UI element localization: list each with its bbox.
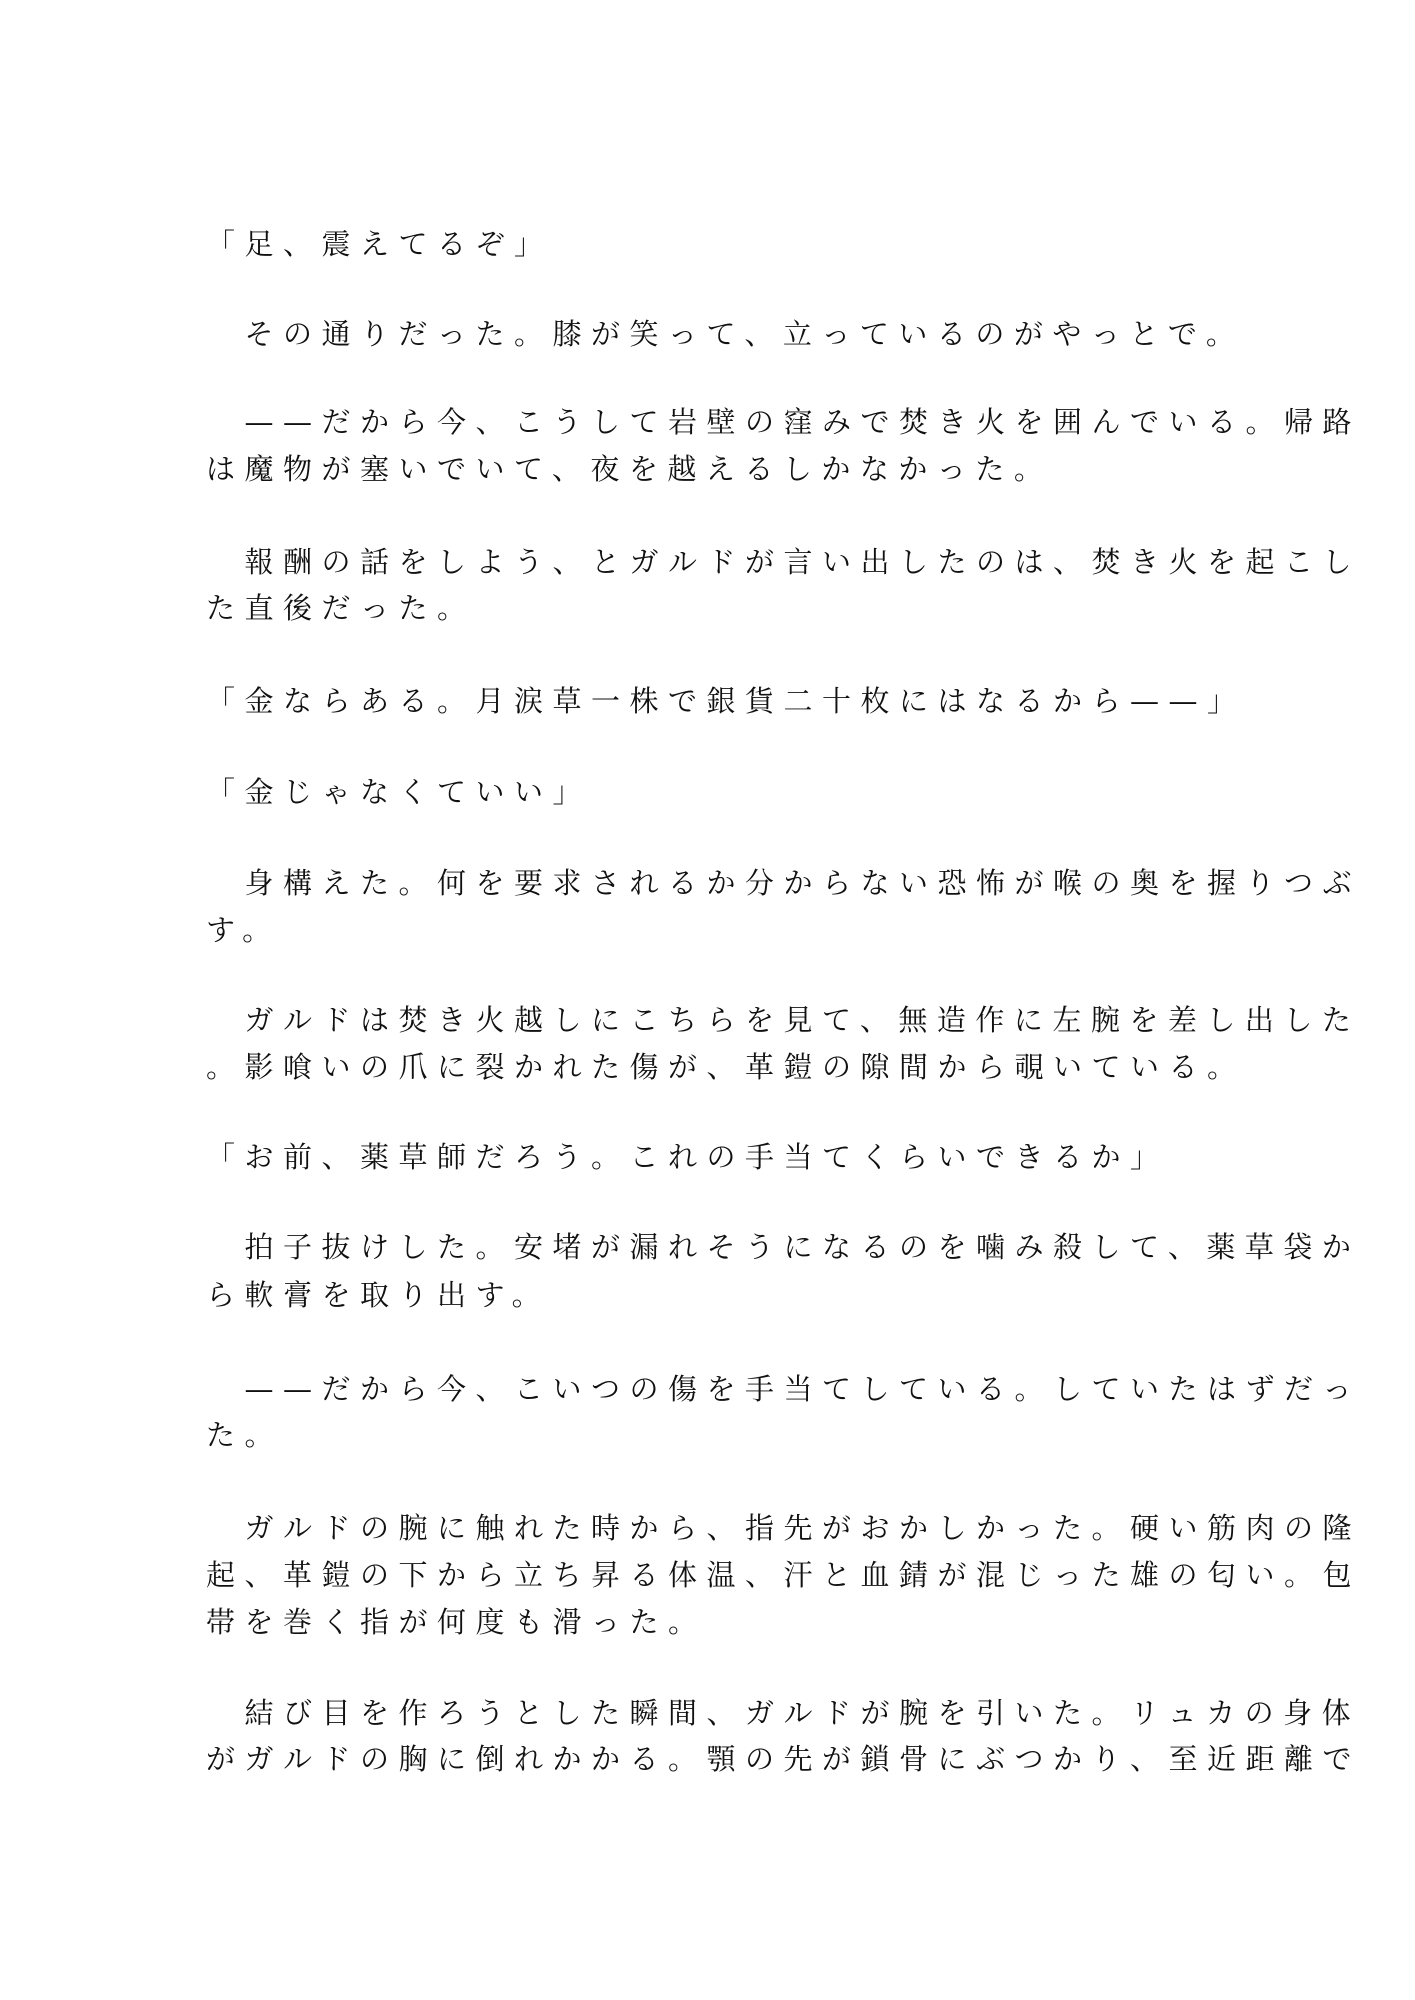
text-line: 「金じゃなくていい」 [206, 775, 592, 809]
text-line: ——だから今、こうして岩壁の窪みで焚き火を囲んでいる。帰路 [206, 405, 1362, 439]
text-line: ——だから今、こいつの傷を手当てしている。していたはずだっ [206, 1372, 1362, 1406]
text-line: ガルドの腕に触れた時から、指先がおかしかった。硬い筋肉の隆 [206, 1511, 1362, 1545]
text-line: ら軟膏を取り出す。 [206, 1278, 551, 1312]
text-line: がガルドの胸に倒れかかる。顎の先が鎖骨にぶつかり、至近距離で [206, 1742, 1362, 1776]
text-line: ガルドは焚き火越しにこちらを見て、無造作に左腕を差し出した [206, 1003, 1361, 1037]
text-line: 結び目を作ろうとした瞬間、ガルドが腕を引いた。リュカの身体 [206, 1696, 1361, 1730]
text-line: 。影喰いの爪に裂かれた傷が、革鎧の隙間から覗いている。 [206, 1050, 1246, 1084]
text-line: 「お前、薬草師だろう。これの手当てくらいできるか」 [206, 1140, 1169, 1174]
text-line: 身構えた。何を要求されるか分からない恐怖が喉の奥を握りつぶ [206, 866, 1362, 900]
text-line: 拍子抜けした。安堵が漏れそうになるのを噛み殺して、薬草袋か [206, 1230, 1361, 1264]
text-line: た直後だった。 [206, 591, 476, 625]
text-line: 帯を巻く指が何度も滑った。 [206, 1605, 707, 1639]
text-line: は魔物が塞いでいて、夜を越えるしかなかった。 [206, 452, 1053, 486]
text-line: た。 [206, 1418, 284, 1452]
text-line: 「金ならある。月涙草一株で銀貨二十枚にはなるから——」 [206, 684, 1246, 718]
text-line: す。 [206, 913, 281, 947]
text-line: 起、革鎧の下から立ち昇る体温、汗と血錆が混じった雄の匂い。包 [206, 1558, 1362, 1592]
text-line: 「足、震えてるぞ」 [206, 227, 553, 261]
text-line: その通りだった。膝が笑って、立っているのがやっとで。 [206, 317, 1245, 351]
text-line: 報酬の話をしよう、とガルドが言い出したのは、焚き火を起こし [206, 545, 1362, 579]
